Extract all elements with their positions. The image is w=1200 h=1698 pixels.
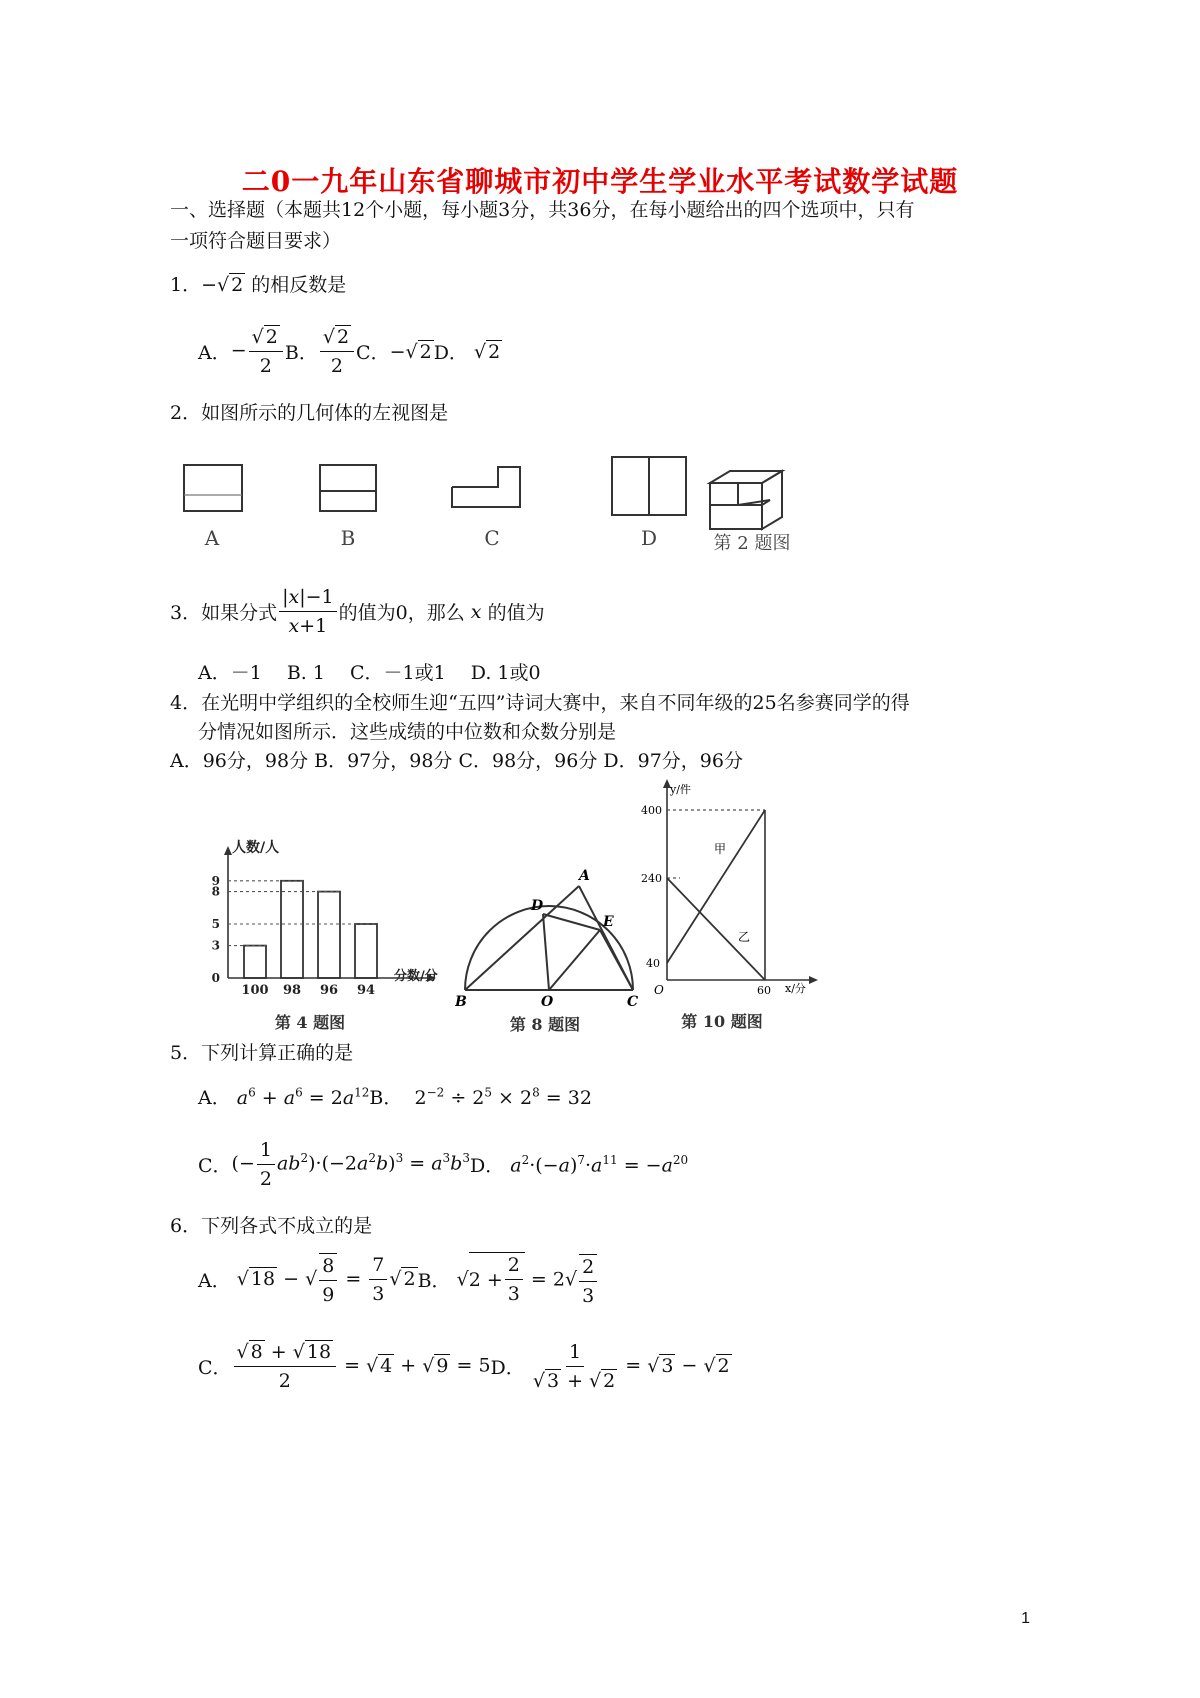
question-4-options: A．96分，98分 B．97分，98分 C．98分，96分 D．97分，96分 — [170, 750, 743, 772]
question-number: 5． — [170, 1042, 202, 1064]
question-text: 如果分式 — [201, 602, 278, 624]
bar — [318, 892, 340, 978]
page-number: 1 — [1021, 1610, 1030, 1627]
question-4-line1: 4．在光明中学组织的全校师生迎“五四”诗词大赛中，来自不同年级的25名参赛同学的得 — [170, 692, 910, 714]
question-number: 2． — [170, 402, 202, 424]
question-text: 的值为 — [487, 602, 545, 624]
x-tick-label: 96 — [319, 983, 339, 998]
math-expression: $\frac{|x|-1}{x+1}$ — [277, 585, 339, 638]
y-tick-label: 0 — [211, 971, 220, 985]
math-expression: −√ 2 — [201, 274, 244, 296]
figure-10-line-graph — [640, 775, 825, 1037]
point-label-a: A — [579, 868, 590, 884]
line-label-jia: 甲 — [714, 842, 727, 856]
bar — [355, 924, 377, 978]
x-tick-label: 98 — [282, 983, 302, 998]
question-3-options: A．－1 B. 1 C．－1或1 D. 1或0 — [198, 662, 541, 684]
y-tick-label: 5 — [211, 917, 220, 931]
option-label: C． — [198, 1357, 232, 1379]
question-5-options-ab — [198, 1083, 592, 1110]
y-tick-label: 40 — [646, 957, 660, 970]
figure-caption: 第 8 题图 — [509, 1015, 581, 1034]
option-label: D． — [490, 1357, 525, 1379]
option-label: A． — [198, 1087, 231, 1109]
option-label-b: B — [340, 526, 356, 550]
view-option-a — [184, 465, 242, 550]
y-tick-label: 8 — [211, 884, 220, 899]
line-label-yi: 乙 — [738, 930, 751, 944]
option-label-a: A — [204, 526, 220, 550]
math-expression: $2^{-2} \div 2^5 \times 2^8 = 32$ — [408, 1085, 592, 1109]
y-tick-label: 3 — [211, 938, 220, 953]
question-text: 的值为0，那么 — [338, 602, 465, 624]
section-heading-line2: 一项符合题目要求） — [170, 230, 342, 252]
option-label: C． — [356, 342, 390, 364]
option-label: A． — [198, 342, 231, 364]
y-tick-label: 400 — [641, 804, 662, 817]
y-tick-label: 9 — [211, 873, 220, 888]
math-expression: − $\frac{√ 2}{2}$ — [231, 325, 285, 378]
view-option-d — [612, 457, 686, 550]
point-label-o: O — [541, 994, 554, 1010]
question-number: 6． — [170, 1215, 202, 1237]
question-6 — [170, 1213, 372, 1239]
x-tick-label: 94 — [356, 983, 376, 998]
question-5 — [170, 1040, 353, 1066]
x-tick-label: 100 — [241, 983, 269, 998]
bar — [244, 946, 266, 978]
option-label: D． — [469, 1155, 505, 1177]
view-option-c — [452, 467, 520, 550]
math-expression: √ 18 − √ $\frac{8}{9}$ = $\frac{7}{3}$ √ 2 — [236, 1254, 416, 1306]
question-6-options-cd — [198, 1340, 732, 1393]
question-text: 的相反数是 — [251, 274, 347, 296]
solid-figure — [710, 471, 790, 554]
figure-8-geometry — [455, 860, 650, 1035]
question-number: 1． — [170, 274, 202, 296]
option-label: A． — [198, 1270, 231, 1293]
question-text: 如图所示的几何体的左视图是 — [201, 402, 449, 424]
figure-caption: 第 10 题图 — [681, 1012, 763, 1031]
question-1 — [170, 272, 346, 298]
section-heading-line1: 一、选择题（本题共12个小题，每小题3分，共36分，在每小题给出的四个选项中，只有 — [170, 199, 915, 221]
math-expression: √2 + $\frac{2}{3}$ = 2√ $\frac{2}{3}$ — [451, 1252, 600, 1308]
math-expression: √ 2 — [473, 340, 501, 363]
question-2 — [170, 400, 448, 426]
chart-ylabel: y/件 — [670, 783, 691, 796]
point-label-d: D — [531, 898, 544, 914]
chart-xlabel: x/分 — [785, 982, 806, 995]
option-label: B． — [417, 1270, 451, 1293]
question-6-options-ab — [198, 1252, 599, 1308]
math-expression: (− $\frac{1}{2}$ $ab^2)\cdot(-2a^2b)^3 = a^3b^3$ — [231, 1139, 470, 1190]
question-text: 下列各式不成立的是 — [201, 1215, 373, 1237]
math-expression: $\frac{√ 2}{2}$ — [318, 325, 356, 378]
question-3 — [170, 585, 545, 638]
question-1-options — [198, 325, 502, 378]
option-label: B． — [369, 1087, 403, 1109]
point-label-e: E — [603, 914, 614, 930]
question-5-options-cd — [198, 1138, 688, 1191]
option-label: D． — [433, 342, 468, 364]
variable: x — [470, 600, 482, 623]
bar — [281, 881, 303, 978]
figure-caption: 第 4 题图 — [274, 1013, 346, 1032]
y-tick-label: 240 — [641, 872, 662, 885]
option-label-c: C — [484, 526, 500, 550]
question-4-line2: 分情况如图所示．这些成绩的中位数和众数分别是 — [198, 721, 617, 743]
question-number: 3． — [170, 602, 202, 624]
page-title: 二0一九年山东省聊城市初中学生学业水平考试数学试题 — [241, 165, 959, 198]
figure-caption: 第 2 题图 — [713, 533, 791, 554]
option-label: B． — [284, 342, 318, 364]
math-expression: $a^6 + a^6 = 2a^{12}$ — [236, 1085, 370, 1109]
y-axis-arrow — [224, 846, 232, 855]
math-expression: $a^2\cdot(-a)^7\cdot a^{11} = -a^{20}$ — [510, 1152, 689, 1177]
x-tick-label: 60 — [757, 984, 771, 997]
math-expression: −√ 2 — [389, 340, 432, 363]
view-option-b — [320, 465, 376, 550]
origin-label: O — [654, 983, 664, 997]
option-label: C． — [198, 1155, 232, 1177]
math-expression: $\frac{√ 8 + √ 18}{2}$ = √ 4 + √ 9 = 5 — [232, 1340, 491, 1393]
math-expression: $\frac{1}{√ 3 + √ 2}$ = √ 3 − √ 2 — [532, 1341, 730, 1392]
figure-4-bar-chart — [200, 830, 450, 1035]
question-text: 下列计算正确的是 — [201, 1042, 354, 1064]
point-label-b: B — [455, 994, 467, 1010]
option-label-d: D — [640, 526, 658, 550]
point-label-c: C — [627, 994, 639, 1010]
question-2-figure — [170, 445, 830, 560]
chart-ylabel: 人数/人 — [232, 840, 280, 856]
chart-xlabel: 分数/分 — [394, 969, 438, 984]
